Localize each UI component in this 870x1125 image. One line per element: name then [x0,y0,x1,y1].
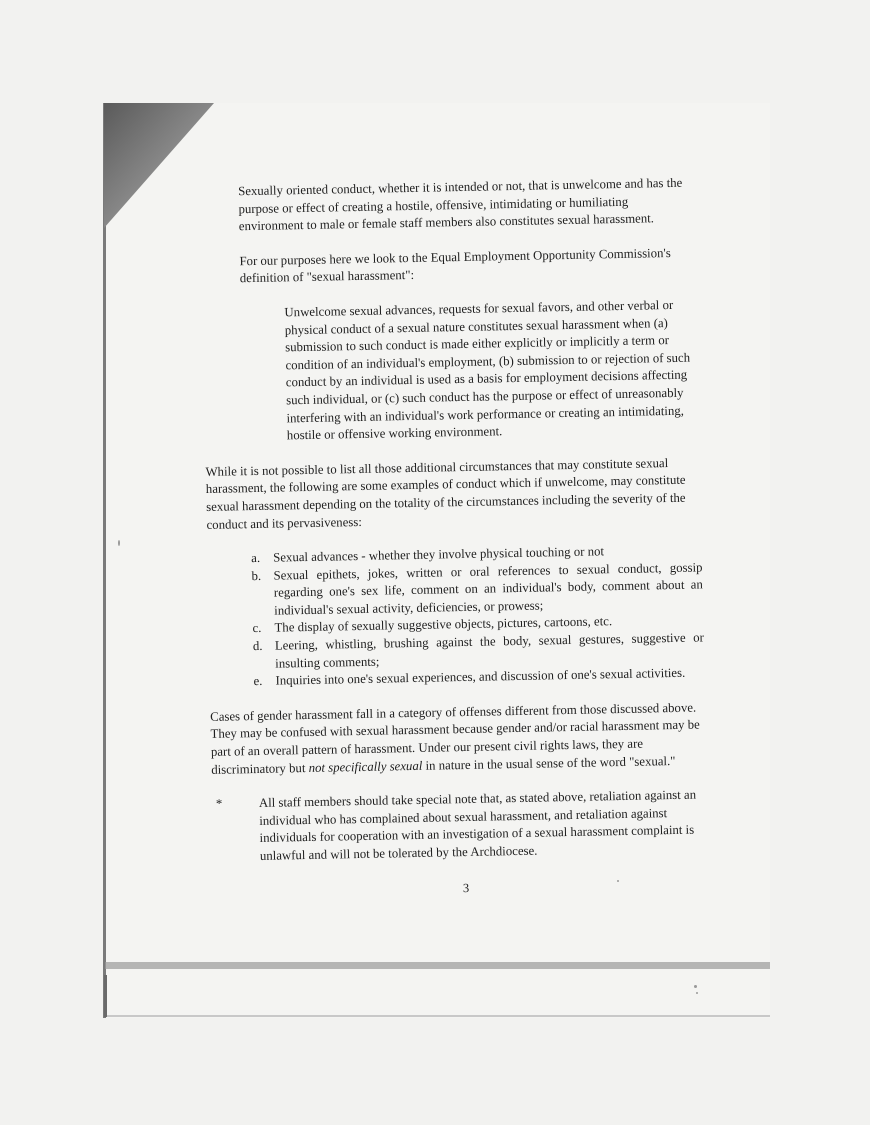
paragraph-sexual-conduct: Sexually oriented conduct, whether it is intended or not, that is unwelcome and has the purpose or effect of creating a hostile, offensive, intimidating or humiliating environment to male or female staff members also constitutes sexual harassment. [238,175,683,234]
emphasis-not-specifically-sexual: not specifically sexual [308,758,423,775]
scan-bottom-shadow [105,962,770,969]
paragraph-examples-intro: While it is not possible to list all those additional circumstances that may constitute sexual harassment, the following are some examples of conduct which if unwelcome, may constitute sexual harassment depending on the totality of the circumstances including the severity of the conduct and its pervasiveness: [205,455,686,532]
list-item: d. Leering, whistling, brushing against the body, sexual gestures, suggestive or insulting comments; [252,630,704,671]
list-item: c. The display of sexually suggestive objects, pictures, cartoons, etc. [252,614,613,636]
list-item: a. Sexual advances - whether they involve physical touching or not [251,544,605,566]
eeoc-definition-quote: Unwelcome sexual advances, requests for sexual favors, and other verbal or physical conduct of a sexual nature constitutes sexual harassment when (a) submission to such conduct is made either explicitly or implicitly a term or condition of an individual's employment, (b) submission to or rejection of such conduct by an individual is used as a basis for employment decisions affecting such individual, or (c) such conduct has the purpose or effect of unreasonably interfering with an individual's work performance or creating an intimidating, hostile or offensive working environment. [284,297,691,443]
asterisk-bullet: * [215,796,223,812]
retaliation-note [212,787,708,867]
list-item: b. Sexual epithets, jokes, written or oral references to sexual conduct, gossip regarding one's sex life, comment on an individual's body, comment about an individual's sexual activity, deficiencies, or prowess; [251,560,703,618]
scan-bottom-edge [105,1015,770,1017]
list-item: e. Inquiries into one's sexual experiences, and discussion of one's sexual activities. [253,666,686,689]
document-body [200,174,709,902]
scan-corner-bracket [104,975,127,1017]
examples-list [251,542,705,691]
page-corner-shadow [104,103,214,228]
scan-left-edge [103,103,106,1018]
page-number: 3 [462,880,470,895]
paragraph-eeoc-intro: For our purposes here we look to the Equal Employment Opportunity Commission's definition of "sexual harassment": [239,245,671,286]
retaliation-text: All staff members should take special note that, as stated above, retaliation against an individual who has complained about sexual harassment, and retaliation against individuals for cooperation with an investigation of a sexual harassment complaint is unlawful and will not be tolerated by the Archdiocese. [258,787,697,863]
paragraph-gender-harassment: Cases of gender harassment fall in a category of offenses different from those discussed above. They may be confused with sexual harassment because gender and/or racial harassment may be part of an overall pattern of harassment. Under our present civil rights laws, they are discriminatory but not specifically sexual in nature in the usual sense of the word "sexual." [210,700,700,777]
